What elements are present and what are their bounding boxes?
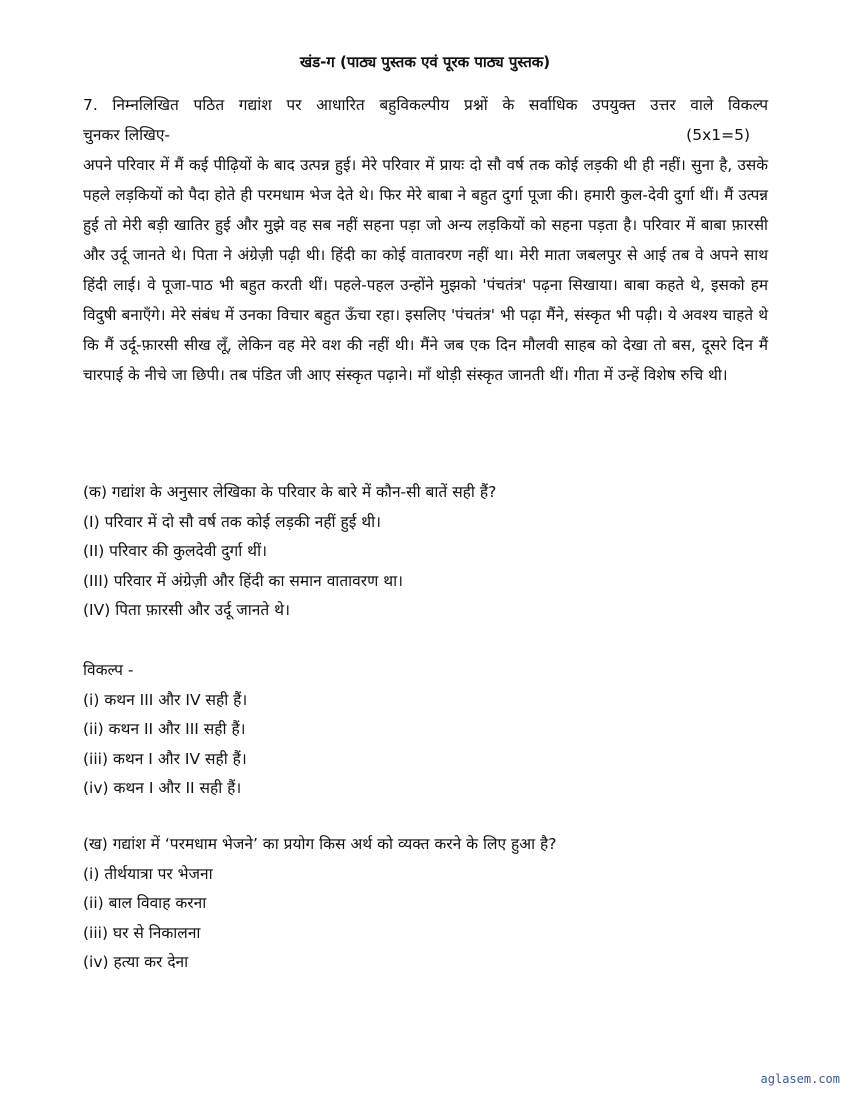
section-title: खंड-ग (पाठ्य पुस्तक एवं पूरक पाठ्य पुस्तक) <box>299 53 551 71</box>
option-a-2: (ii) कथन II और III सही हैं। <box>83 720 246 738</box>
option-b-1: (i) तीर्थयात्रा पर भेजना <box>83 864 213 883</box>
option-a-3: (iii) कथन I और IV सही हैं। <box>83 749 247 768</box>
question-marks: (5x1=5) <box>686 126 750 144</box>
statement-2: (II) परिवार की कुलदेवी दुर्गा थीं। <box>83 542 267 560</box>
question-7 <box>83 90 768 390</box>
watermark-text: aglasem.com <box>760 1072 840 1086</box>
option-b-4: (iv) हत्या कर देना <box>83 953 189 971</box>
statement-4: (IV) पिता फ़ारसी और उर्दू जानते थे। <box>83 601 290 619</box>
question-instruction-line1: 7. निम्नलिखित पठित गद्यांश पर आधारित बहुविकल्पीय प्रश्नों के सर्वाधिक उपयुक्त उत्तर वाले विकल्प <box>83 96 768 114</box>
question-instruction-tail: चुनकर लिखिए- <box>83 126 170 144</box>
option-a-1: (i) कथन III और IV सही हैं। <box>83 690 248 709</box>
option-a-4: (iv) कथन I और II सही हैं। <box>83 779 242 797</box>
option-b-2: (ii) बाल विवाह करना <box>83 894 207 912</box>
question-instruction-line2 <box>83 120 768 150</box>
sub-question-a-prompt: (क) गद्यांश के अनुसार लेखिका के परिवार के बारे में कौन-सी बातें सही हैं? <box>83 483 497 501</box>
passage-text: अपने परिवार में मैं कई पीढ़ियों के बाद उत्पन्न हुई। मेरे परिवार में प्रायः दो सौ वर्ष तक कोई लड़की थी ही नहीं। सुना है, उसके पहले लड़कियों को पैदा होते ही परमधाम भेज देते थे। फिर मेरे बाबा ने बहुत दुर्गा पूजा की। हमारी कुल-देवी दुर्गा थीं। मैं उत्पन्न हुई तो मेरी बड़ी खातिर हुई और मुझे वह सब नहीं सहना पड़ा जो अन्य लड़कियों को सहना पड़ता है। परिवार में बाबा फ़ारसी और उर्दू जानते थे। पिता ने अंग्रेज़ी पढ़ी थी। हिंदी का कोई वातावरण नहीं था। मेरी माता जबलपुर से आई तब वे अपने साथ हिंदी लाई। वे पूजा-पाठ भी बहुत करती थीं। पहले-पहल उन्होंने मुझको 'पंचतंत्र' पढ़ना सिखाया। बाबा कहते थे, इसको हम विदुषी बनाएँगे। मेरे संबंध में उनका विचार बहुत ऊँचा रहा। इसलिए 'पंचतंत्र' भी पढ़ा मैंने, संस्कृत भी पढ़ी। ये अवश्य चाहते थे कि मैं उर्दू-फ़ारसी सीख लूँ, लेकिन वह मेरे वश की नहीं थी। मैंने जब एक दिन मौलवी साहब को देखा तो बस, दूसरे दिन मैं चारपाई के नीचे जा छिपी। तब पंडित जी आए संस्कृत पढ़ाने। माँ थोड़ी संस्कृत जानती थीं। गीता में उन्हें विशेष रुचि थी। <box>83 156 768 384</box>
sub-question-b <box>83 830 773 978</box>
option-b-3: (iii) घर से निकालना <box>83 923 201 942</box>
sub-question-a-options <box>83 656 773 804</box>
options-label: विकल्प - <box>83 661 134 679</box>
statement-3: (III) परिवार में अंग्रेज़ी और हिंदी का समान वातावरण था। <box>83 571 404 590</box>
statement-1: (I) परिवार में दो सौ वर्ष तक कोई लड़की नहीं हुई थी। <box>83 512 382 531</box>
sub-question-a <box>83 478 773 626</box>
sub-question-b-prompt: (ख) गद्यांश में ‘परमधाम भेजने’ का प्रयोग किस अर्थ को व्यक्त करने के लिए हुआ है? <box>83 835 557 853</box>
